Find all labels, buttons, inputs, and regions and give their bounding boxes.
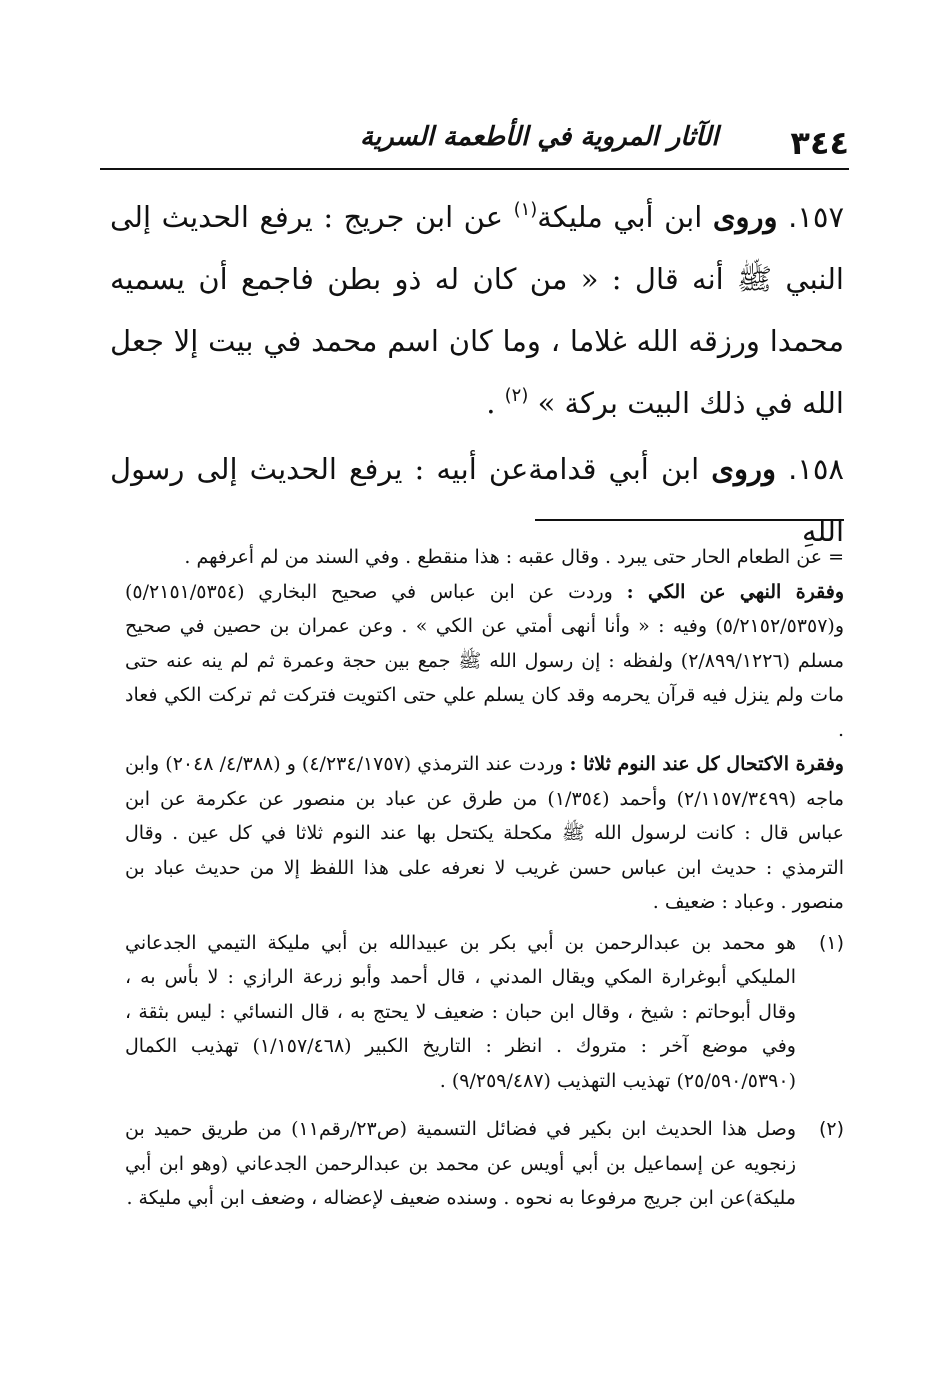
entry-text: . [486,386,496,420]
running-title: الآثار المروية في الأطعمة السرية [360,122,719,152]
page-number: ٣٤٤ [790,124,849,162]
footnotes [125,540,844,1216]
note-heading: وفقرة الاكتحال كل عند النوم ثلاثا : [569,753,844,775]
footnote-marker: (١) [818,931,844,954]
entry-text: ابن أبي قدامةعن أبيه : يرفع الحديث إلى رسول اللهِ [110,452,844,548]
note-text: = عن الطعام الحار حتى يبرد . وقال عقبه : هذا منقطع . وفي السند من لم أعرفهم . [184,546,844,568]
main-text [110,186,844,562]
footnote-ref-1[interactable]: (١) [513,199,538,220]
entry-text: عن ابن جريج : يرفع الحديث إلى النبي ﷺ أنه قال : « من كان له ذو بطن فاجمع أن يسميه محمدا ورزقه الله غلاما ، وما كان اسم محمد في بيت إلا جعل الله في ذلك البيت بركة » [110,200,844,420]
entry-keyword: وروى [712,200,778,234]
footnote-paragraph [125,575,844,748]
footnote-continuation [125,540,844,575]
entry-keyword: وروى [711,452,776,486]
note-text: وصل هذا الحديث ابن بكير في فضائل التسمية (ص٢٣/رقم١١) من طريق حميد بن زنجويه عن إسماعيل بن أبي أويس عن محمد بن عبدالرحمن الجدعاني (وهو ابن أبي مليكة)عن ابن جريج مرفوعا به نحوه . وسنده ضعيف لإعضاله ، وضعف ابن أبي مليكة . [125,1118,797,1209]
entry-number: ١٥٨. [788,452,845,486]
footnote-2 [125,1112,844,1216]
note-text: وردت عن ابن عباس في صحيح البخاري (٥/٢١٥١/٥٣٥٤) و(٥/٢١٥٢/٥٣٥٧) وفيه : « وأنا أنهى أمتي عن الكي » . وعن عمران بن حصين في صحيح مسلم (٢/٨٩٩/١٢٢٦) ولفظه : إن رسول الله ﷺ جمع بين حجة وعمرة ثم لم ينه عنه حتى مات ولم ينزل فيه قرآن يحرمه وقد كان يسلم علي حتى اكتويت فتركت ثم تركت الكي فعاد . [125,580,844,741]
footnote-rule [535,519,844,521]
footnote-marker: (٢) [818,1118,844,1140]
footnote-ref-2[interactable]: (٢) [504,385,529,406]
header-rule [100,168,849,170]
footnote-1 [125,926,844,1099]
entry-text: ابن أبي مليكة [537,200,703,234]
page-header [100,118,849,166]
note-text: وردت عند الترمذي (٤/٢٣٤/١٧٥٧) و (٤/٣٨٨/ ٢٠٤٨) وابن ماجه (٢/١١٥٧/٣٤٩٩) وأحمد (١/٣٥٤) من طرق عن عباد بن منصور عن عكرمة عن ابن عباس قال : كانت لرسول الله ﷺ مكحلة يكتحل بها عند النوم ثلاثا في كل عين . وقال الترمذي : حديث ابن عباس حسن غريب لا نعرفه على هذا اللفظ إلا من حديث عباد بن منصور . وعباد : ضعيف . [125,753,845,913]
note-text: هو محمد بن عبدالرحمن بن أبي بكر بن عبيدالله بن أبي مليكة التيمي الجدعاني المليكي أبوغرارة المكي ويقال المدني ، قال أحمد وأبو زرعة الرازي : لا بأس به ، وقال أبوحاتم : شيخ ، وقال ابن حبان : ضعيف لا يحتج به ، قال النسائي : ليس بثقة ، وفي موضع آخر : متروك . انظر : التاريخ الكبير (١/١٥٧/٤٦٨) تهذيب الكمال (٢٥/٥٩٠/٥٣٩٠) تهذيب التهذيب (٩/٢٥٩/٤٨٧) . [125,931,796,1092]
entry-157 [110,186,844,434]
note-heading: وفقرة النهي عن الكي : [626,580,844,603]
footnote-paragraph [125,747,844,920]
entry-number: ١٥٧. [788,200,845,234]
